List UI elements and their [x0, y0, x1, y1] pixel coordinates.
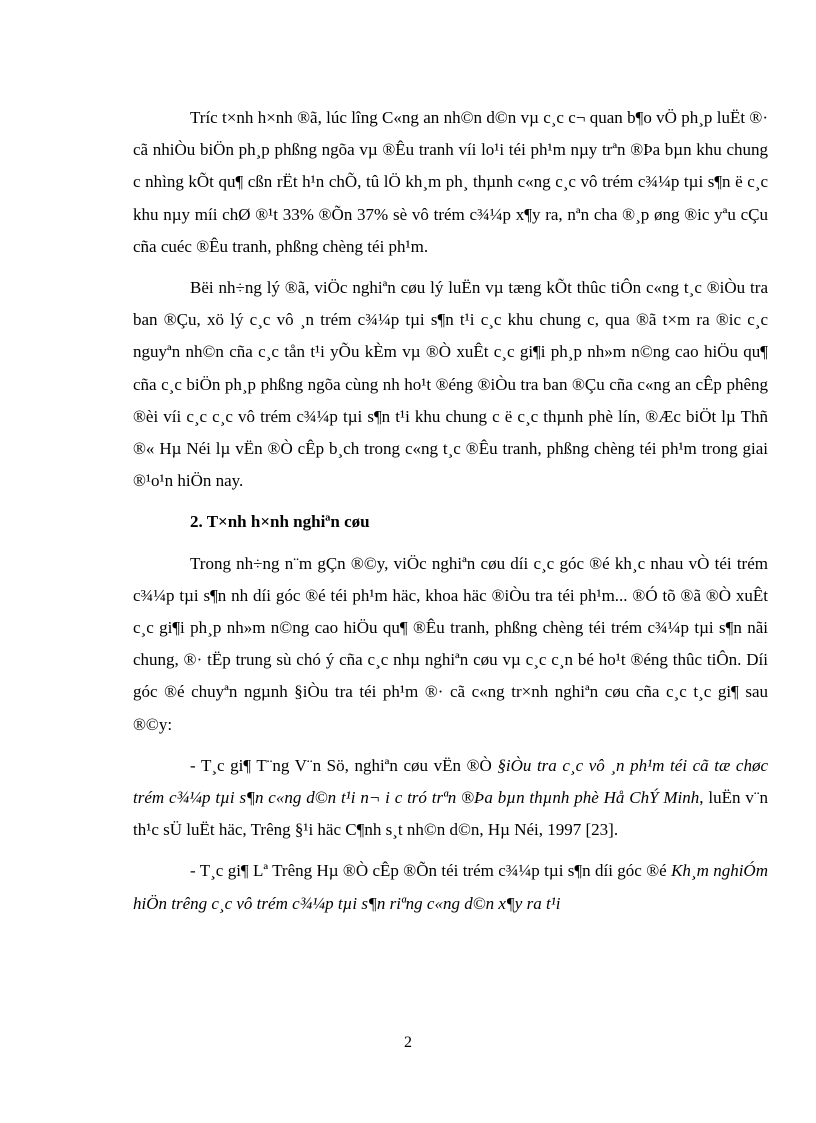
page-number: 2 — [404, 1034, 412, 1051]
list-item-title: §iÒu tra c¸c vô ¸n ph¹m téi cã tæ chøc trém c¾¼p tµi s¶n c«ng d©n t¹i n¬ i c tró trªn ®Þa bµn thµnh phè Hå ChÝ Minh — [133, 755, 768, 808]
section-heading: 2. T×nh h×nh nghiªn cøu — [190, 512, 370, 532]
list-item-2 — [133, 855, 768, 919]
paragraph-3: Trong nh÷ng n¨m gÇn ®©y, viÖc nghiªn cøu díi c¸c góc ®é kh¸c nhau vÒ téi trém c¾¼p tµi s¶n nh díi góc ®é téi ph¹m häc, khoa häc ®iÒu tra téi ph¹m... ®Ó tõ ®ã ®Ò xuÊt c¸c gi¶i ph¸p nh»m n©ng cao hiÖu qu¶ ®Êu tranh, phßng chèng téi trém c¾¼p tµi s¶n nãi chung, ®· tËp trung sù chó ý cña c¸c nhµ nghiªn cøu vµ c¸c c¸n bé ho¹t ®éng thûc tiÔn. Díi góc ®é chuyªn ngµnh §iÒu tra téi ph¹m ®· cã c«ng tr×nh nghiªn cøu cña c¸c t¸c gi¶ sau ®©y: — [133, 553, 768, 734]
list-item-title: Kh¸m nghiÓm hiÖn trêng c¸c vô trém c¾¼p tµi s¶n riªng c«ng d©n x¶y ra t¹i — [133, 861, 768, 913]
paragraph-1: Tríc t×nh h×nh ®ã, lúc lîng C«ng an nh©n d©n vµ c¸c c¬ quan b¶o vÖ ph¸p luËt ®· cã nhiÒu biÖn ph¸p phßng ngõa vµ ®Êu tranh víi lo¹i téi ph¹m nµy trªn ®Þa bµn khu chung c nhìng kÕt qu¶ cßn rËt h¹n chÕ, tû lÖ kh¸m ph¸ thµnh c«ng c¸c vô trém c¾¼p tµi s¶n ë c¸c khu nµy míi chØ ®¹t 33% ®Õn 37% sè vô trém c¾¼p x¶y ra, nªn cha ®¸p øng ®ic yªu cÇu cña cuéc ®Êu tranh, phßng chèng téi ph¹m. — [133, 108, 768, 256]
list-item-lead: - T¸c gi¶ T¨ng V¨n Sö, nghiªn cøu vËn ®Ò — [190, 755, 498, 775]
paragraph-2: Bëi nh÷ng lý ®ã, viÖc nghiªn cøu lý luËn vµ tæng kÕt thûc tiÔn c«ng t¸c ®iÒu tra ban ®Çu, xö lý c¸c vô ¸n trém c¾¼p tµi s¶n t¹i c¸c khu chung c, qua ®ã t×m ra ®ic c¸c nguyªn nh©n cña c¸c tån t¹i yÕu kÈm vµ ®Ò xuÊt c¸c gi¶i ph¸p nh»m n©ng cao hiÖu qu¶ cña c¸c biÖn ph¸p phßng ngõa cùng nh ho¹t ®éng ®iÒu tra ban ®Çu cña c«ng an cÊp phêng ®èi víi c¸c c¸c vô trém c¾¼p tµi s¶n t¹i khu chung c ë c¸c thµnh phè lín, ®Æc biÖt lµ Thñ ®« Hµ Néi lµ vËn ®Ò cÊp b¸ch trong c«ng t¸c ®Êu tranh, phßng chèng téi ph¹m trong giai ®¹o¹n hiÖn nay. — [133, 278, 768, 491]
body-text — [133, 102, 768, 920]
list-item-lead: - T¸c gi¶ Lª Trêng Hµ ®Ò cÊp ®Õn téi trém c¾¼p tµi s¶n díi góc ®é — [190, 861, 672, 881]
list-item-tail: , luËn v¨n th¹c sÜ luËt häc, Trêng §¹i häc C¶nh s¸t nh©n d©n, Hµ Néi, 1997 [23]. — [133, 788, 768, 840]
list-item-1 — [133, 750, 768, 847]
